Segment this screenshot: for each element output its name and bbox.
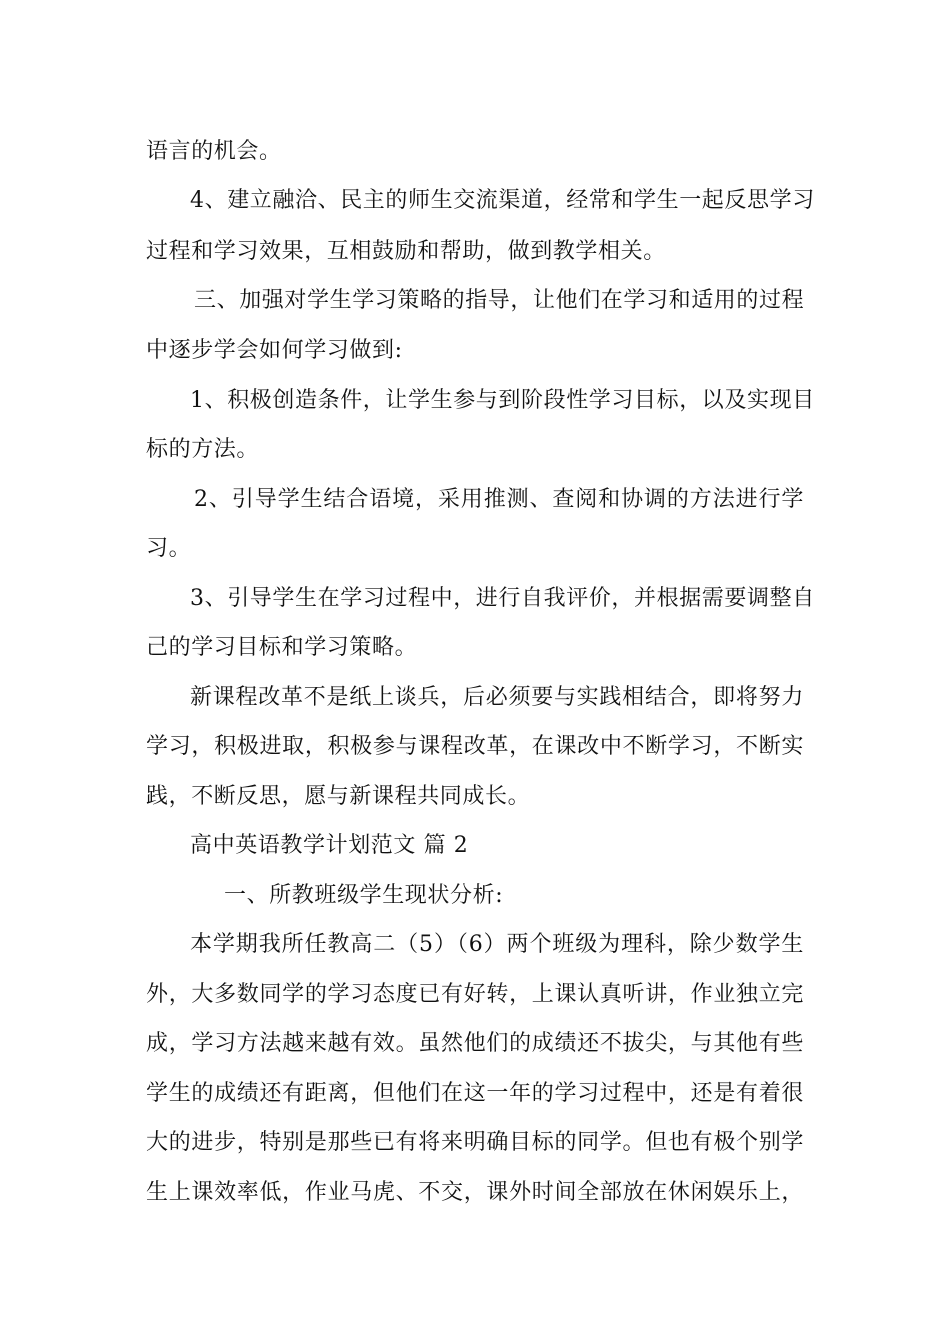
text-line: 语言的机会。 xyxy=(146,139,282,164)
text-line: 标的方法。 xyxy=(146,437,260,462)
text-line: 学习，积极进取，积极参与课程改革，在课改中不断学习，不断实 xyxy=(146,734,804,759)
text-line: 过程和学习效果，互相鼓励和帮助，做到教学相关。 xyxy=(146,239,666,264)
text-line: 三、加强对学生学习策略的指导，让他们在学习和适用的过程 xyxy=(194,288,805,313)
text-line: 外，大多数同学的学习态度已有好转，上课认真听讲，作业独立完 xyxy=(146,982,804,1007)
text-line: 1、积极创造条件，让学生参与到阶段性学习目标，以及实现目 xyxy=(190,388,815,413)
text-line: 践，不断反思，愿与新课程共同成长。 xyxy=(146,784,531,809)
text-line: 习。 xyxy=(146,536,192,561)
text-line: 2、引导学生结合语境，采用推测、查阅和协调的方法进行学 xyxy=(194,487,804,512)
text-line: 中逐步学会如何学习做到: xyxy=(146,338,403,363)
text-line: 成，学习方法越来越有效。虽然他们的成绩还不拔尖，与其他有些 xyxy=(146,1031,804,1056)
text-line: 生上课效率低，作业马虎、不交，课外时间全部放在休闲娱乐上， xyxy=(146,1180,804,1205)
text-line: 本学期我所任教高二（5）（6）两个班级为理科，除少数学生 xyxy=(190,932,804,957)
section-heading: 高中英语教学计划范文 篇 2 xyxy=(190,833,469,858)
text-line: 4、建立融洽、民主的师生交流渠道，经常和学生一起反思学习 xyxy=(190,188,815,213)
subsection-heading: 一、所教班级学生现状分析: xyxy=(224,883,504,908)
text-line: 己的学习目标和学习策略。 xyxy=(146,635,418,660)
text-line: 3、引导学生在学习过程中，进行自我评价，并根据需要调整自 xyxy=(190,586,815,611)
text-line: 学生的成绩还有距离，但他们在这一年的学习过程中，还是有着很 xyxy=(146,1081,804,1106)
text-line: 新课程改革不是纸上谈兵，后必须要与实践相结合，即将努力 xyxy=(190,685,804,710)
text-line: 大的进步，特别是那些已有将来明确目标的同学。但也有极个别学 xyxy=(146,1130,804,1155)
